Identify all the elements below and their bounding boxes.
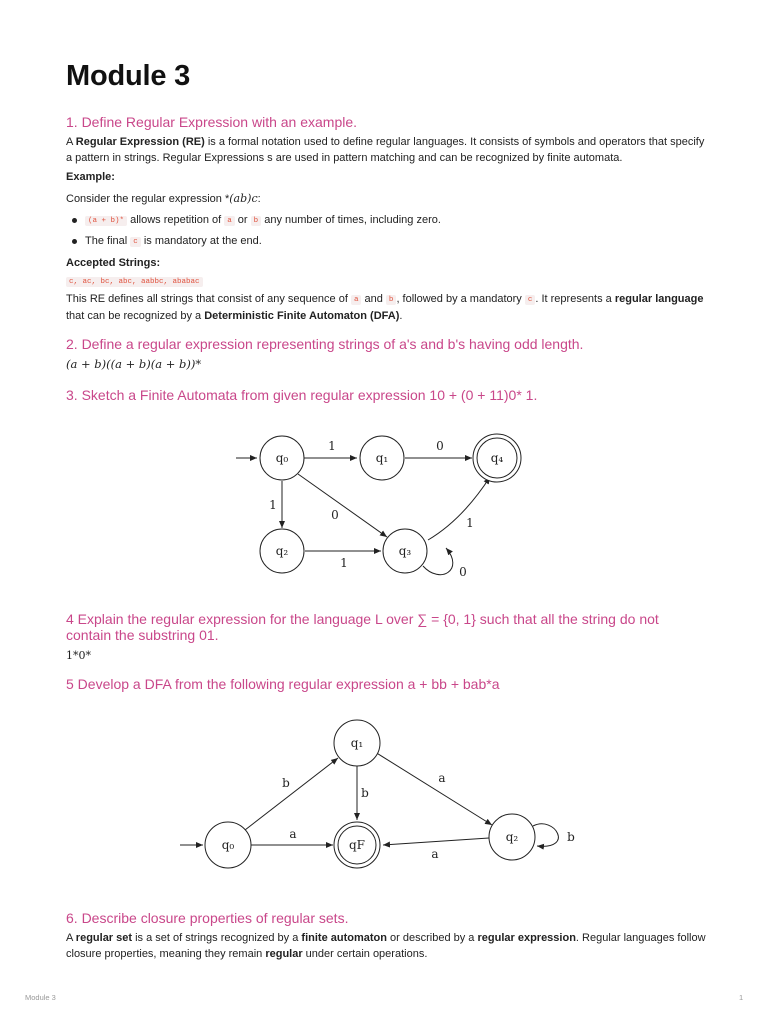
- edge-label-q0-q1: 1: [328, 439, 336, 453]
- question-2-heading: 2. Define a regular expression representing strings of a's and b's having odd length.: [66, 336, 584, 352]
- edge-q3-q4: [428, 477, 490, 540]
- q2-answer: (a + b)((a + b)(a + b))*: [66, 357, 202, 371]
- question-3-heading: 3. Sketch a Finite Automata from given regular expression 10 + (0 + 11)0* 1.: [66, 387, 538, 403]
- edge5-label-q0-q1: b: [282, 776, 290, 790]
- page-title: Module 3: [66, 60, 191, 92]
- edge-label-q3-loop: 0: [459, 565, 467, 579]
- edge5-q1-q2: [375, 752, 492, 825]
- edge-label-q1-q4: 0: [436, 439, 444, 453]
- accepted-strings-list: c, ac, bc, abc, aabbc, ababac: [66, 274, 706, 291]
- label5-q2: q₂: [505, 830, 519, 844]
- label-q1: q₁: [375, 451, 389, 465]
- edge5-label-q1-q2: a: [438, 771, 446, 785]
- edge5-label-q1-qF: b: [361, 786, 369, 800]
- question-1-heading: 1. Define Regular Expression with an example.: [66, 114, 358, 130]
- label5-qF: qF: [348, 838, 366, 852]
- question-6-heading: 6. Describe closure properties of regular sets.: [66, 910, 349, 926]
- q1-closing: This RE defines all strings that consist of any sequence of a and b , followed by a mandatory c . It represents a regular language that can be recognized by a Deterministic Finite Automaton (DFA).: [66, 293, 704, 322]
- label-q0: q₀: [275, 451, 289, 465]
- example-label: Example:: [66, 171, 115, 183]
- edge-label-q3-q4: 1: [466, 516, 474, 530]
- footer-doc-title: Module 3: [25, 993, 56, 1002]
- label-q2: q₂: [275, 544, 289, 558]
- edge-label-q2-q3: 1: [340, 556, 348, 570]
- q1-intro: A Regular Expression (RE) is a formal notation used to define regular languages. It consists of symbols and operators that specify a pattern in strings. Regular Expressions s are used in pattern matching and can be recognized by finite automata.: [66, 136, 705, 164]
- loop5-q2: [533, 824, 558, 846]
- edge-label-q0-q3: 0: [331, 508, 339, 522]
- accepted-strings-label: Accepted Strings:: [66, 257, 161, 269]
- label-q3: q₃: [398, 544, 412, 558]
- edge-q0-q3: [298, 474, 387, 537]
- question-4-heading: 4 Explain the regular expression for the language L over ∑ = {0, 1} such that all the string do not contain the substring 01.: [66, 611, 659, 643]
- label-q4: q₄: [490, 451, 504, 465]
- question-5-heading: 5 Develop a DFA from the following regular expression a + bb + bab*a: [66, 676, 500, 692]
- edge-label-q0-q2: 1: [269, 498, 277, 512]
- q6-text: A regular set is a set of strings recognized by a finite automaton or described by a regular expression. Regular languages follow closure properties, meaning they remain regular under certain operations.: [66, 932, 706, 960]
- footer-page-number: 1: [739, 993, 744, 1002]
- term-regular-expression: Regular Expression (RE): [75, 136, 205, 148]
- edge5-label-q2-qF: a: [431, 847, 439, 861]
- label5-q1: q₁: [350, 736, 364, 750]
- label5-q0: q₀: [221, 838, 235, 852]
- edge5-label-q2-loop: b: [567, 830, 575, 844]
- bullet-item-2: The final c is mandatory at the end.: [85, 235, 262, 247]
- edge5-q2-qF: [383, 838, 489, 845]
- bullet-item-1: (a + b)* allows repetition of a or b any number of times, including zero.: [85, 213, 705, 230]
- q4-answer: 1*0*: [66, 649, 91, 662]
- consider-line: Consider the regular expression *(ab)c:: [66, 192, 261, 205]
- edge5-label-q0-qF: a: [289, 827, 297, 841]
- edge5-q0-q1: [245, 758, 338, 830]
